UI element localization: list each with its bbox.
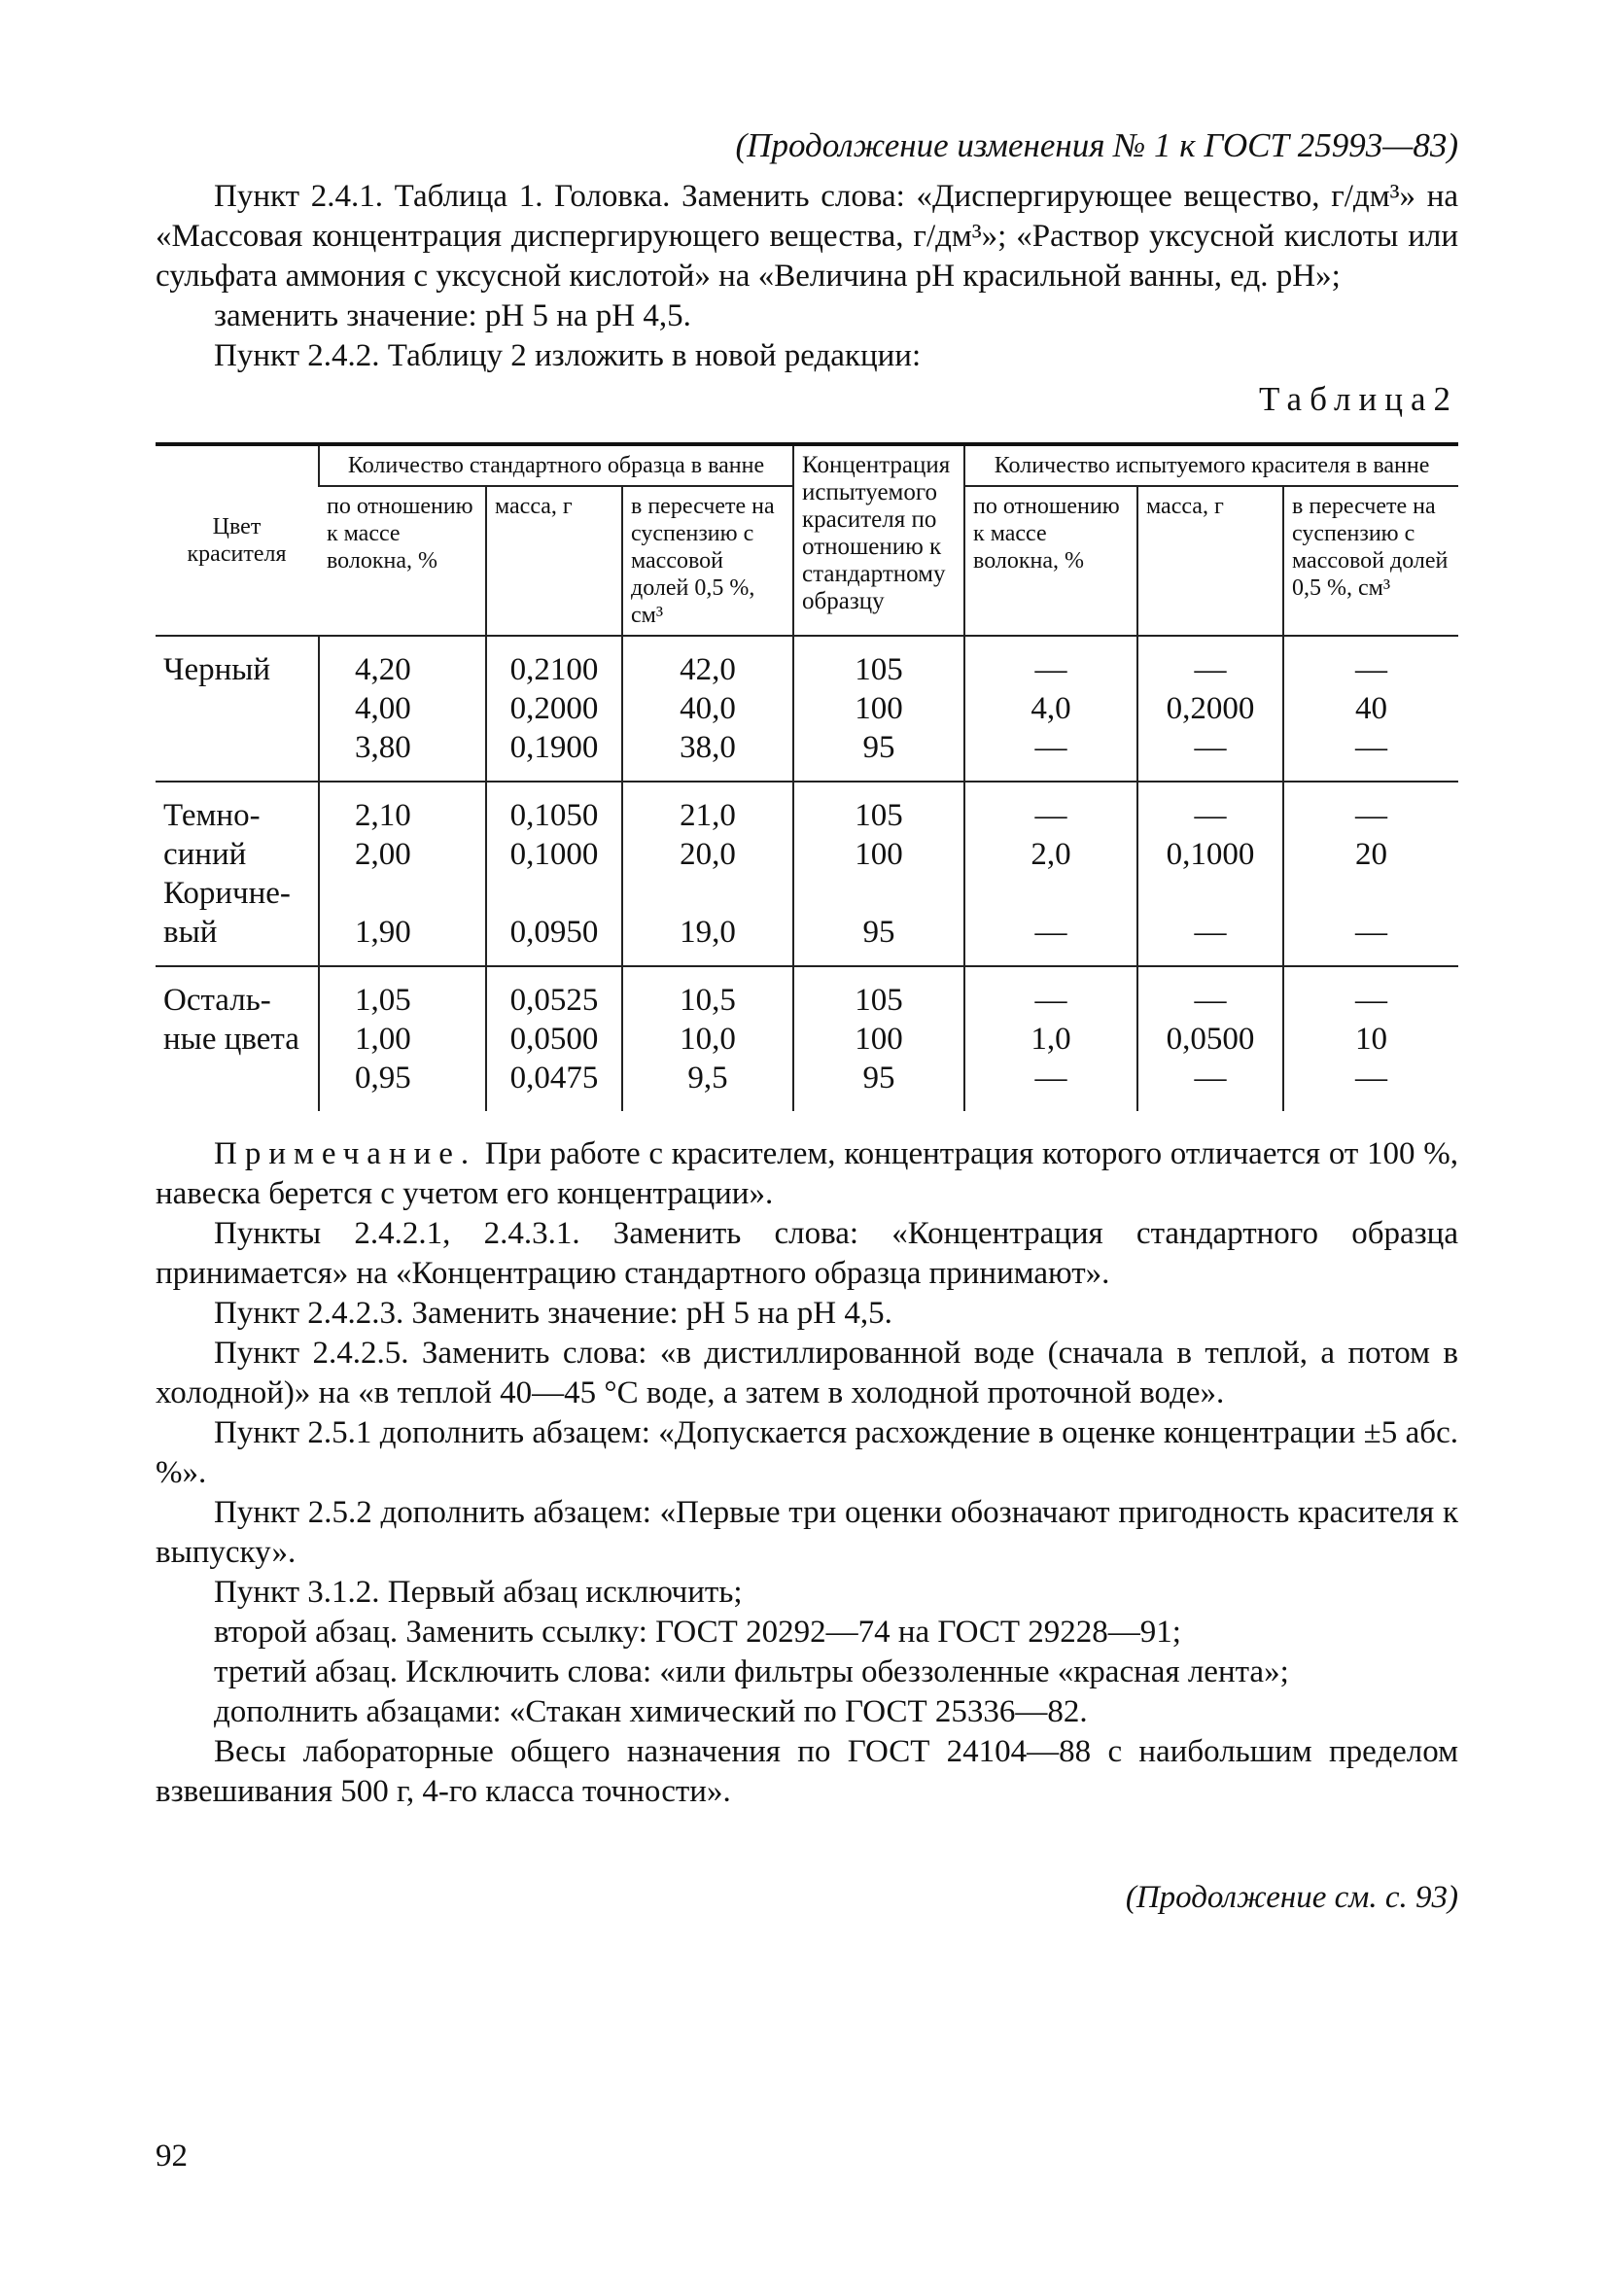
continuation-header: (Продолжение изменения № 1 к ГОСТ 25993—83) [735, 126, 1458, 164]
paragraph: Пункт 2.4.2.3. Заменить значение: pH 5 на pH 4,5. [214, 1296, 892, 1331]
cell-line: Черный [163, 652, 271, 687]
continuation-footer: (Продолжение см. с. 93) [1125, 1880, 1458, 1915]
cell-line: — [1194, 652, 1227, 687]
cell-line: — [1034, 983, 1067, 1018]
cell-line: — [1355, 652, 1388, 687]
document-page [156, 126, 1458, 1916]
cell-line: 0,0500 [509, 1022, 599, 1057]
cell-line: 0,95 [355, 1061, 411, 1096]
cell-line: 0,1000 [1166, 837, 1255, 872]
cell-line: 19,0 [680, 915, 736, 950]
cell-line [631, 874, 785, 913]
cell-line [1292, 874, 1450, 913]
paragraph: заменить значение: pH 5 на pH 4,5. [214, 298, 691, 333]
table-cell-color [156, 636, 319, 782]
cell-line: — [1355, 798, 1388, 833]
cell-line: 95 [862, 1061, 895, 1096]
note-label: Примечание. [214, 1136, 477, 1171]
cell-line: 105 [855, 652, 903, 687]
cell-line: — [1355, 915, 1388, 950]
paragraph: второй абзац. Заменить ссылку: ГОСТ 20292—74 на ГОСТ 29228—91; [214, 1615, 1181, 1650]
table-cell-susp [622, 636, 793, 782]
header-color: Цвет красителя [156, 444, 319, 636]
cell-line [1146, 874, 1275, 913]
table-cell-susp [622, 782, 793, 966]
cell-line: 0,0500 [1166, 1022, 1255, 1057]
cell-line: 1,05 [355, 983, 411, 1018]
header-test-group: Количество испытуемого красителя в ванне [964, 444, 1458, 486]
cell-line: — [1194, 915, 1227, 950]
paragraph: Пункт 3.1.2. Первый абзац исключить; [214, 1575, 743, 1610]
header-concentration: Концентрация испытуемого красителя по отношению к стандартному образцу [793, 444, 964, 636]
paragraph: Пункт 2.4.2.5. Заменить слова: «в дистиллированной воде (сначала в теплой, а потом в холодной)» на «в теплой 40—45 °С воде, а затем в холодной проточной воде». [156, 1336, 1458, 1410]
cell-line: 4,20 [355, 652, 411, 687]
cell-line: 9,5 [687, 1061, 728, 1096]
header-mass: масса, г [486, 486, 622, 636]
table-cell-ratio [319, 636, 486, 782]
cell-line: Осталь- [163, 983, 271, 1018]
paragraph: Пункты 2.4.2.1, 2.4.3.1. Заменить слова: «Концентрация стандартного образца принимается» на «Концентрацию стандартного образца принимают». [156, 1216, 1458, 1291]
cell-line [163, 728, 310, 767]
cell-line: 40,0 [680, 691, 736, 726]
cell-line: Темно- [163, 798, 261, 833]
table-cell-color [156, 782, 319, 966]
cell-line: 1,00 [355, 1022, 411, 1057]
cell-line: 0,2000 [1166, 691, 1255, 726]
note-paragraph [156, 1134, 1458, 1214]
header-suspension: в пересчете на суспензию с массовой долей 0,5 %, см³ [622, 486, 793, 636]
table-cell-conc [793, 966, 964, 1111]
cell-line: 42,0 [680, 652, 736, 687]
cell-line: 3,80 [355, 730, 411, 765]
paragraph: Пункт 2.5.2 дополнить абзацем: «Первые три оценки обозначают пригодность красителя к выпуску». [156, 1495, 1458, 1570]
table-cell-susp [622, 966, 793, 1111]
cell-line: 38,0 [680, 730, 736, 765]
dye-quantity-table [156, 442, 1458, 1111]
cell-line: — [1194, 730, 1227, 765]
table-cell-t-ratio [964, 966, 1137, 1111]
cell-line: — [1034, 798, 1067, 833]
table-cell-ratio [319, 782, 486, 966]
cell-line: 4,0 [1031, 691, 1071, 726]
table-row [156, 782, 1458, 966]
cell-line: синий [163, 837, 247, 872]
cell-line: вый [163, 915, 218, 950]
table-cell-mass [486, 636, 622, 782]
table-cell-mass [486, 782, 622, 966]
cell-line: 100 [855, 691, 903, 726]
cell-line: 0,1050 [509, 798, 599, 833]
cell-line [802, 874, 956, 913]
cell-line: 100 [855, 1022, 903, 1057]
cell-line: 40 [1355, 691, 1388, 726]
cell-line: — [1355, 983, 1388, 1018]
header-suspension-test: в пересчете на суспензию с массовой долей 0,5 %, см³ [1283, 486, 1458, 636]
table-cell-t-susp [1283, 966, 1458, 1111]
table-cell-conc [793, 636, 964, 782]
cell-line: — [1194, 1061, 1227, 1096]
cell-line: 0,0525 [509, 983, 599, 1018]
table-cell-conc [793, 782, 964, 966]
cell-line: 10,5 [680, 983, 736, 1018]
cell-line: 0,0475 [509, 1061, 599, 1096]
cell-line: — [1355, 1061, 1388, 1096]
cell-line [973, 874, 1129, 913]
table-cell-color [156, 966, 319, 1111]
paragraph: Весы лабораторные общего назначения по ГОСТ 24104—88 с наибольшим пределом взвешивания 500 г, 4-го класса точности». [156, 1734, 1458, 1809]
cell-line: Коричне- [163, 876, 291, 911]
paragraph: третий абзац. Исключить слова: «или фильтры обеззоленные «красная лента»; [214, 1654, 1289, 1689]
cell-line: 10,0 [680, 1022, 736, 1057]
cell-line: 95 [862, 915, 895, 950]
cell-line: 20 [1355, 837, 1388, 872]
cell-line: 2,0 [1031, 837, 1071, 872]
table-row [156, 636, 1458, 782]
paragraph: Пункт 2.4.2. Таблицу 2 изложить в новой редакции: [214, 338, 922, 373]
cell-line: — [1355, 730, 1388, 765]
cell-line: 4,00 [355, 691, 411, 726]
cell-line: — [1034, 1061, 1067, 1096]
cell-line: ные цвета [163, 1022, 299, 1057]
note-text: При работе с красителем, концентрация которого отличается от 100 %, навеска берется с учетом его концентрации». [156, 1136, 1458, 1211]
cell-line: 0,1900 [509, 730, 599, 765]
cell-line: — [1034, 730, 1067, 765]
cell-line: 1,90 [355, 915, 411, 950]
cell-line: — [1194, 798, 1227, 833]
cell-line [355, 874, 477, 913]
cell-line: 10 [1355, 1022, 1388, 1057]
table-cell-t-susp [1283, 636, 1458, 782]
cell-line: 2,00 [355, 837, 411, 872]
table-cell-t-mass [1137, 636, 1283, 782]
cell-line: — [1034, 652, 1067, 687]
cell-line: — [1034, 915, 1067, 950]
cell-line [163, 1059, 310, 1097]
cell-line: 0,2100 [509, 652, 599, 687]
paragraph: дополнить абзацами: «Стакан химический по ГОСТ 25336—82. [214, 1694, 1088, 1729]
cell-line: — [1194, 983, 1227, 1018]
paragraph: Пункт 2.5.1 дополнить абзацем: «Допускается расхождение в оценке концентрации ±5 абс. %». [156, 1415, 1458, 1490]
table-cell-t-mass [1137, 966, 1283, 1111]
table-cell-t-mass [1137, 782, 1283, 966]
header-ratio: по отношению к массе волокна, % [319, 486, 486, 636]
cell-line: 0,0950 [509, 915, 599, 950]
cell-line: 100 [855, 837, 903, 872]
cell-line [495, 874, 613, 913]
header-ratio-test: по отношению к массе волокна, % [964, 486, 1137, 636]
cell-line: 20,0 [680, 837, 736, 872]
table-cell-t-susp [1283, 782, 1458, 966]
table-title: Таблица2 [1259, 380, 1458, 418]
table-cell-ratio [319, 966, 486, 1111]
paragraph: Пункт 2.4.1. Таблица 1. Головка. Заменить слова: «Диспергирующее вещество, г/дм³» на «Массовая концентрация диспергирующего вещества, г/дм³»; «Раствор уксусной кислоты или сульфата аммония с уксусной кислотой» на «Величина pH красильной ванны, ед. pH»; [156, 179, 1458, 294]
header-std-group: Количество стандартного образца в ванне [319, 444, 793, 486]
cell-line: 105 [855, 798, 903, 833]
cell-line [163, 689, 310, 728]
table-row [156, 966, 1458, 1111]
cell-line: 1,0 [1031, 1022, 1071, 1057]
cell-line: 105 [855, 983, 903, 1018]
table-cell-mass [486, 966, 622, 1111]
cell-line: 0,2000 [509, 691, 599, 726]
table-cell-t-ratio [964, 782, 1137, 966]
cell-line: 0,1000 [509, 837, 599, 872]
cell-line: 21,0 [680, 798, 736, 833]
page-number: 92 [156, 2139, 188, 2174]
header-mass-test: масса, г [1137, 486, 1283, 636]
cell-line: 95 [862, 730, 895, 765]
table-cell-t-ratio [964, 636, 1137, 782]
cell-line: 2,10 [355, 798, 411, 833]
